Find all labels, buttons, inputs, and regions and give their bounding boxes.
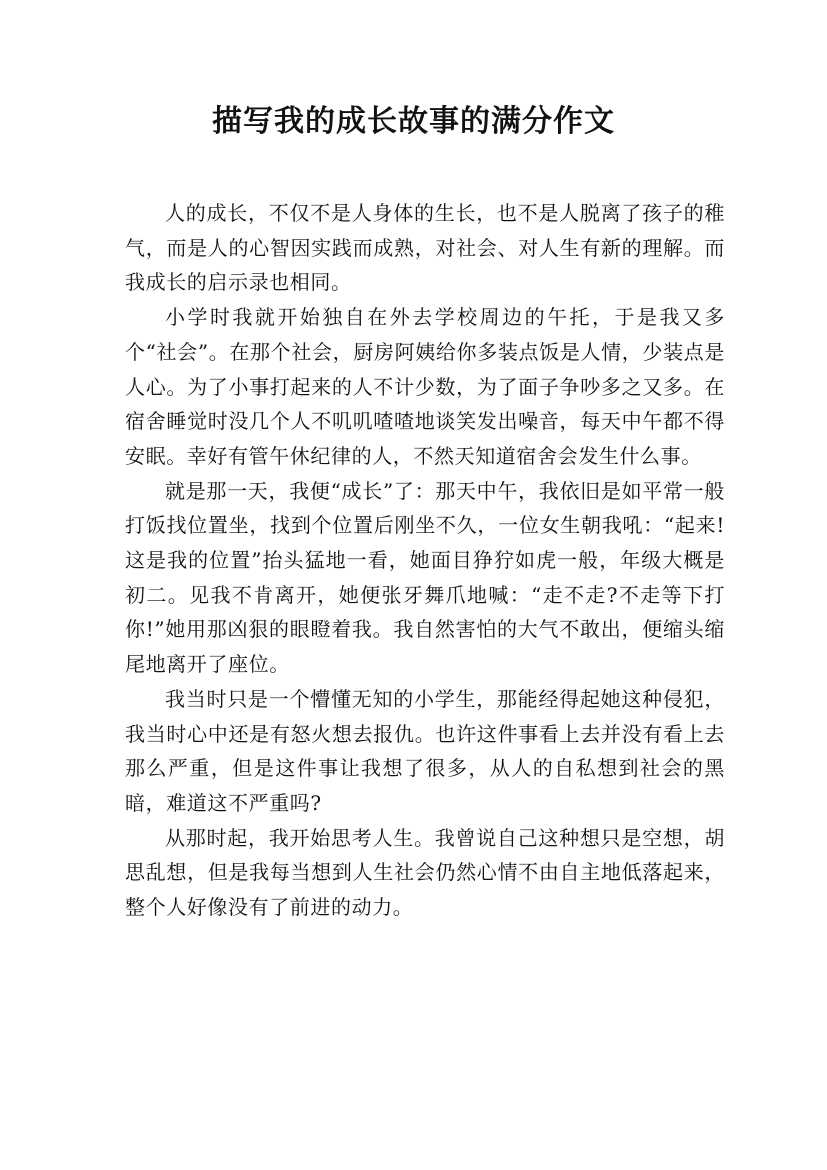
paragraph-5: 从那时起，我开始思考人生。我曾说自己这种想只是空想，胡思乱想，但是我每当想到人生社会仍然心情不由自主地低落起来，整个人好像没有了前进的动力。 (125, 825, 725, 920)
paragraph-3: 就是那一天，我便“成长”了：那天中午，我依旧是如平常一般打饭找位置坐，找到个位置后刚坐不久，一位女生朝我吼：“起来!这是我的位置”抬头猛地一看，她面目狰狞如虎一般，年级大概是初二。见我不肯离开，她便张牙舞爪地喊：“走不走?不走等下打你!”她用那凶狠的眼瞪着我。我自然害怕的大气不敢出，便缩头缩尾地离开了座位。 (125, 478, 725, 677)
paragraph-4: 我当时只是一个懵懂无知的小学生，那能经得起她这种侵犯，我当时心中还是有怒火想去报仇。也许这件事看上去并没有看上去那么严重，但是这件事让我想了很多，从人的自私想到社会的黑暗，难道这不严重吗? (125, 686, 725, 815)
document-title: 描写我的成长故事的满分作文 (212, 104, 615, 139)
paragraph-2: 小学时我就开始独自在外去学校周边的午托，于是我又多个“社会”。在那个社会，厨房阿姨给你多装点饭是人情，少装点是人心。为了小事打起来的人不计少数，为了面子争吵多之又多。在宿舍睡觉时没几个人不叽叽喳喳地谈笑发出噪音，每天中午都不得安眠。幸好有管午休纪律的人，不然天知道宿舍会发生什么事。 (125, 305, 725, 468)
document-body (125, 196, 725, 925)
paragraph-1: 人的成长，不仅不是人身体的生长，也不是人脱离了孩子的稚气，而是人的心智因实践而成熟，对社会、对人生有新的理解。而我成长的启示录也相同。 (125, 201, 725, 295)
